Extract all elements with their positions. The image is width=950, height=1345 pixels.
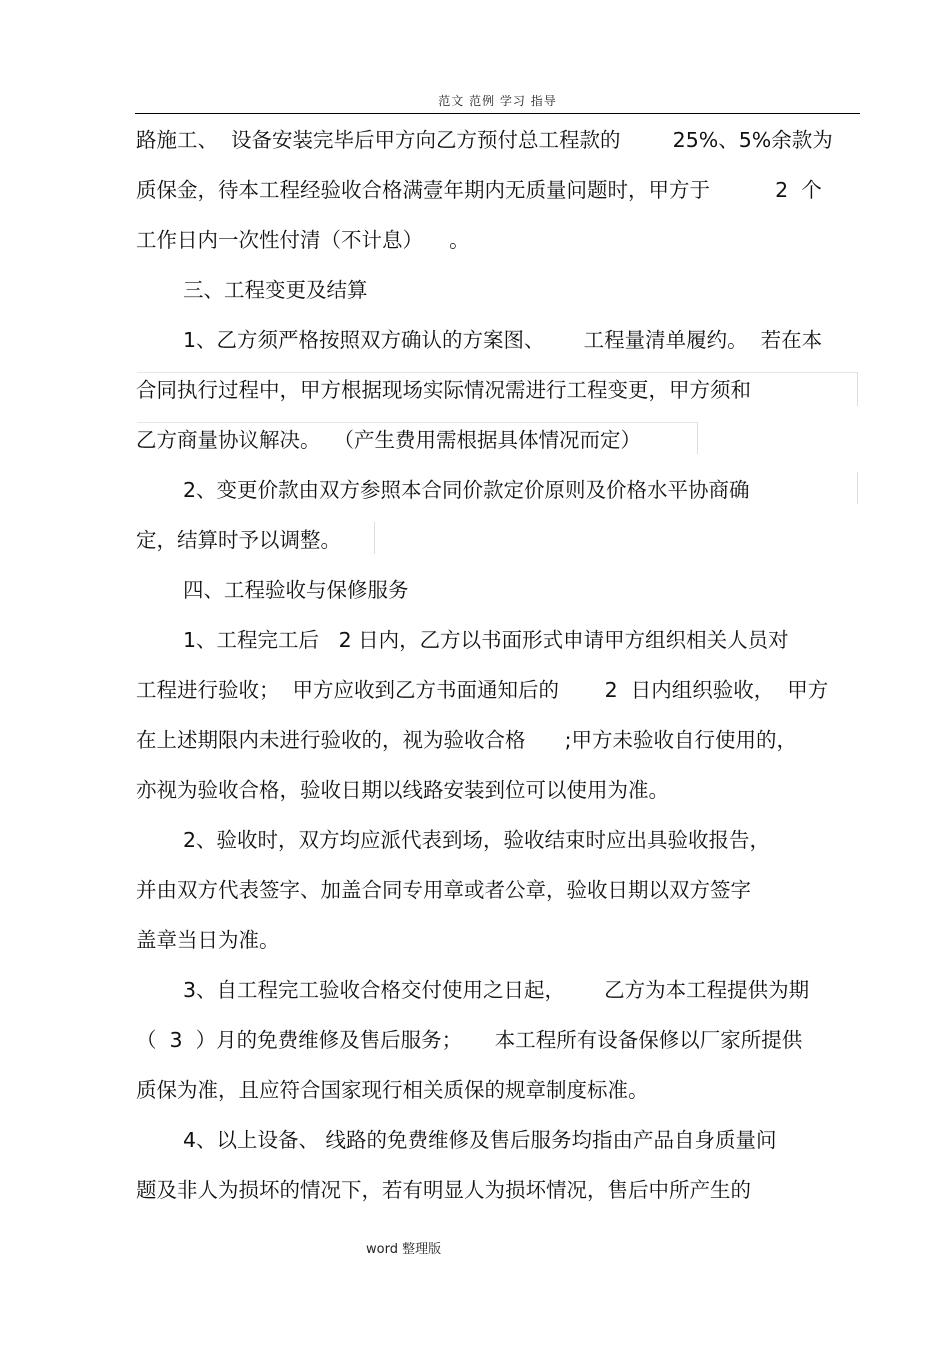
paragraph-line: 定，结算时予以调整。 (136, 528, 341, 552)
paragraph-line: 工作日内一次性付清（不计息） 。 (136, 228, 470, 252)
paragraph-line: 合同执行过程中，甲方根据现场实际情况需进行工程变更，甲方须和 (136, 378, 751, 402)
scan-line (374, 522, 375, 554)
paragraph-line: 2、变更价款由双方参照本合同价款定价原则及价格水平协商确 (183, 478, 750, 502)
paragraph-line: 3、自工程完工验收合格交付使用之日起， 乙方为本工程提供为期 (183, 978, 810, 1002)
paragraph-line: 题及非人为损坏的情况下，若有明显人为损坏情况，售后中所产生的 (136, 1178, 751, 1202)
scan-line (857, 472, 858, 504)
paragraph-line: 在上述期限内未进行验收的，视为验收合格 ;甲方未验收自行使用的， (136, 728, 798, 752)
paragraph-line: 1、工程完工后 2 日内，乙方以书面形式申请甲方组织相关人员对 (183, 628, 789, 652)
scan-line (857, 372, 858, 406)
paragraph-line: 2、验收时，双方均应派代表到场，验收结束时应出具验收报告， (183, 828, 771, 852)
paragraph-line: 质保金，待本工程经验收合格满壹年期内无质量问题时，甲方于 2 个 (136, 178, 822, 202)
page-footer: word 整理版 (366, 1242, 442, 1257)
paragraph-line: 路施工、 设备安装完毕后甲方向乙方预付总工程款的 25%、5%余款为 (136, 128, 833, 152)
paragraph-line: 工程进行验收； 甲方应收到乙方书面通知后的 2 日内组织验收， 甲方 (136, 678, 829, 702)
paragraph-line: （ 3 ）月的免费维修及售后服务； 本工程所有设备保修以厂家所提供 (136, 1028, 803, 1052)
section-heading: 四、工程验收与保修服务 (183, 578, 409, 602)
scan-line (697, 422, 698, 454)
paragraph-line: 质保为准，且应符合国家现行相关质保的规章制度标准。 (136, 1078, 649, 1102)
page-header: 范文 范例 学习 指导 (438, 94, 557, 108)
section-heading: 三、工程变更及结算 (183, 278, 368, 302)
header-rule (135, 113, 860, 114)
paragraph-line: 亦视为验收合格，验收日期以线路安装到位可以使用为准。 (136, 778, 669, 802)
scan-line (137, 372, 857, 373)
paragraph-line: 1、乙方须严格按照双方确认的方案图、 工程量清单履约。 若在本 (183, 328, 823, 352)
paragraph-line: 并由双方代表签字、加盖合同专用章或者公章，验收日期以双方签字 (136, 878, 751, 902)
paragraph-line: 乙方商量协议解决。 （产生费用需根据具体情况而定） (136, 428, 642, 452)
paragraph-line: 4、以上设备、 线路的免费维修及售后服务均指由产品自身质量问 (183, 1128, 777, 1152)
paragraph-line: 盖章当日为准。 (136, 928, 280, 952)
scan-line (137, 422, 697, 423)
